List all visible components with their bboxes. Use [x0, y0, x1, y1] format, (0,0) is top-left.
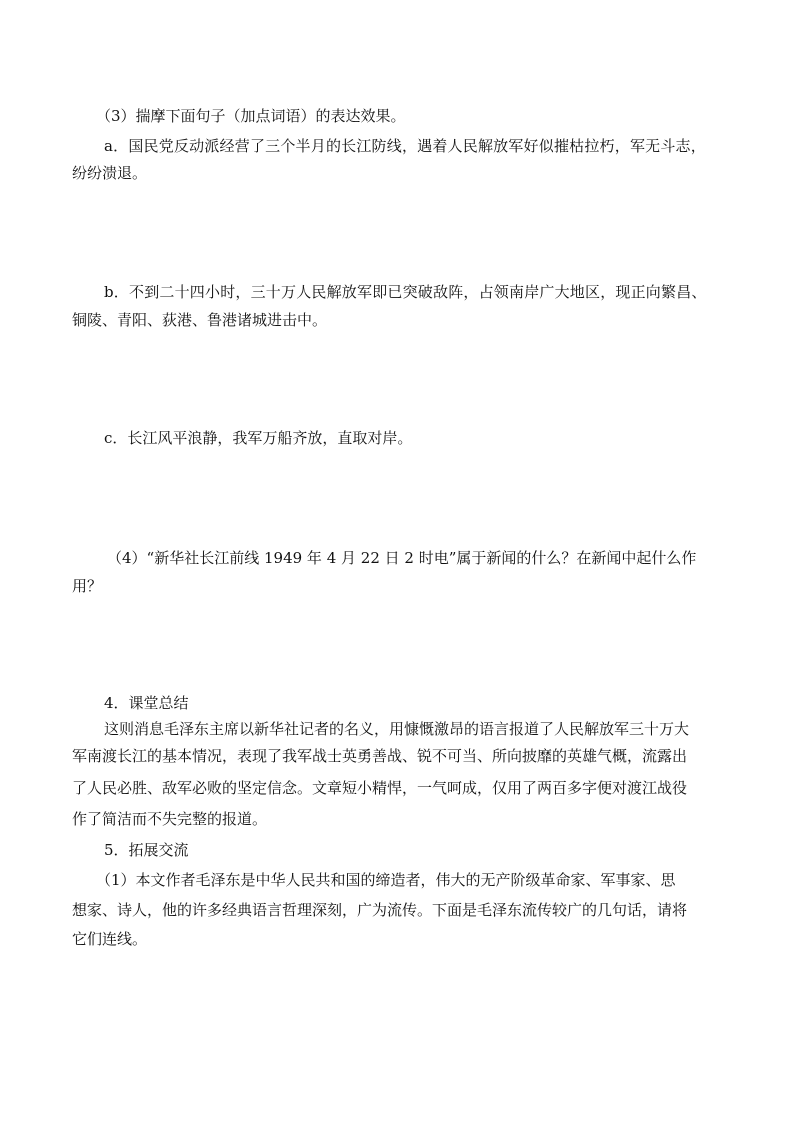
question-3b-line-2: 铜陵、青阳、荻港、鲁港诸城进击中。	[72, 311, 328, 329]
question-3-title: （3）揣摩下面句子（加点词语）的表达效果。	[96, 107, 406, 125]
section-4-heading: 4．课堂总结	[104, 694, 189, 712]
section-4-paragraph-line-4: 作了简洁而不失完整的报道。	[72, 810, 268, 828]
question-3c-line-1: c．长江风平浪静，我军万船齐放，直取对岸。	[104, 429, 413, 447]
question-3a-line-2: 纷纷溃退。	[72, 164, 148, 182]
section-4-paragraph-line-3: 了人民必胜、敌军必败的坚定信念。文章短小精悍，一气呵成，仅用了两百多字便对渡江战役	[72, 779, 688, 797]
question-3b-line-1: b．不到二十四小时，三十万人民解放军即已突破敌阵，占领南岸广大地区，现正向繁昌、	[104, 283, 707, 301]
question-3a-line-1: a．国民党反动派经营了三个半月的长江防线，遇着人民解放军好似摧枯拉朽，军无斗志，	[104, 137, 706, 155]
section-4-paragraph-line-1: 这则消息毛泽东主席以新华社记者的名义，用慷慨激昂的语言报道了人民解放军三十万大	[104, 720, 690, 738]
section-5-paragraph-line-2: 想家、诗人，他的许多经典语言哲理深刻，广为流传。下面是毛泽东流传较广的几句话，请将	[72, 901, 688, 919]
section-5-paragraph-line-1: （1）本文作者毛泽东是中华人民共和国的缔造者，伟大的无产阶级革命家、军事家、思	[96, 871, 676, 889]
question-4-line-1: （4）“新华社长江前线 1949 年 4 月 22 日 2 时电”属于新闻的什么？在新闻中起什么作	[107, 549, 697, 567]
section-5-heading: 5．拓展交流	[104, 841, 189, 859]
section-5-paragraph-line-3: 它们连线。	[72, 930, 148, 948]
question-4-line-2: 用？	[72, 577, 103, 595]
section-4-paragraph-line-2: 军南渡长江的基本情况，表现了我军战士英勇善战、锐不可当、所向披靡的英雄气概，流露出	[72, 747, 688, 765]
